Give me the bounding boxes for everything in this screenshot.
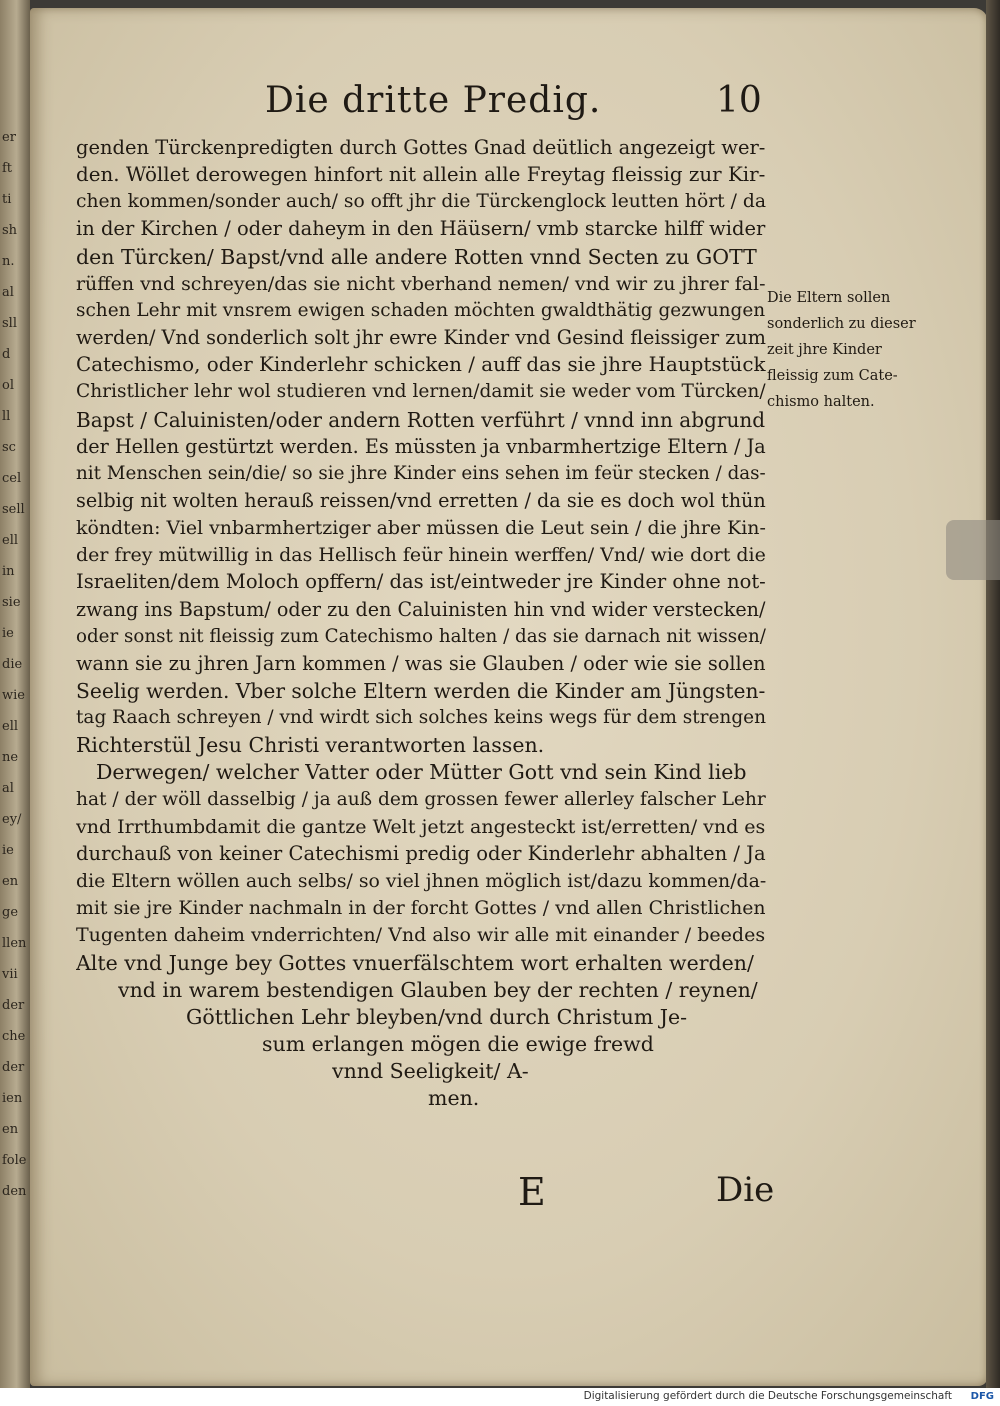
text-line: Tugenten daheim vnderrichten/ Vnd also wir alle mit einander / beedes bbox=[76, 924, 766, 947]
text-line: vnd in warem bestendigen Glauben bey der rechten / reynen/ bbox=[118, 977, 758, 1002]
text-line: chen kommen/sonder auch/ so offt jhr die Türckenglock leutten hört / da bbox=[76, 191, 766, 213]
text-line: nit Menschen sein/die/ so sie jhre Kinder eins sehen im feür stecken / das- bbox=[76, 462, 766, 484]
gutter-fragment: ft bbox=[2, 161, 13, 176]
margin-note-line: zeit jhre Kinder bbox=[767, 342, 882, 358]
text-line: den Türcken/ Bapst/vnd alle andere Rotten vnnd Secten zu GOTT bbox=[76, 244, 757, 269]
text-line: hat / der wöll dasselbig / ja auß dem grossen fewer allerley falscher Lehr bbox=[76, 788, 766, 810]
gutter-fragment: d bbox=[2, 347, 11, 362]
text-line: schen Lehr mit vnsrem ewigen schaden möchten gwaldthätig gezwungen bbox=[76, 299, 766, 321]
book-clip bbox=[946, 520, 1000, 580]
text-line: Derwegen/ welcher Vatter oder Mütter Gott vnd sein Kind lieb bbox=[96, 760, 747, 785]
gutter-fragment: ll bbox=[2, 409, 11, 424]
gutter-fragment: den bbox=[2, 1184, 27, 1199]
gutter-fragment: ey/ bbox=[2, 812, 22, 827]
page-number: 10 bbox=[716, 80, 762, 121]
gutter-fragment: cel bbox=[2, 471, 22, 486]
gutter-fragment: ien bbox=[2, 1091, 23, 1106]
gutter-fragment: ie bbox=[2, 626, 14, 641]
margin-note-line: chismo halten. bbox=[767, 394, 875, 410]
gutter-fragment: sll bbox=[2, 316, 17, 331]
text-line: in der Kirchen / oder daheym in den Häüsern/ vmb starcke hilff wider bbox=[76, 217, 766, 241]
text-line: vnnd Seeligkeit/ A- bbox=[332, 1059, 529, 1084]
text-line: die Eltern wöllen auch selbs/ so viel jhnen möglich ist/dazu kommen/da- bbox=[76, 870, 766, 893]
text-line: durchauß von keiner Catechismi predig oder Kinderlehr abhalten / Ja bbox=[76, 841, 766, 865]
text-line: köndten: Viel vnbarmhertziger aber müssen die Leut sein / die jhre Kin- bbox=[76, 517, 766, 540]
footer-text: Digitalisierung gefördert durch die Deutsche Forschungsgemeinschaft bbox=[583, 1390, 952, 1402]
gutter-fragment: die bbox=[2, 657, 23, 672]
gutter-fragment: ge bbox=[2, 905, 19, 920]
footer-bar bbox=[0, 1388, 1000, 1406]
page-edge bbox=[986, 0, 1000, 1388]
text-line: Seelig werden. Vber solche Eltern werden die Kinder am Jüngsten- bbox=[76, 679, 766, 703]
text-line: zwang ins Bapstum/ oder zu den Caluinisten hin vnd wider verstecken/ bbox=[76, 597, 766, 621]
text-line: Catechismo, oder Kinderlehr schicken / auff das sie jhre Hauptstück bbox=[76, 353, 766, 377]
gutter-fragment: der bbox=[2, 998, 25, 1013]
text-line: Alte vnd Junge bey Gottes vnuerfälschtem wort erhalten werden/ bbox=[76, 950, 754, 975]
gutter-fragment: er bbox=[2, 130, 16, 145]
gutter-fragment: ol bbox=[2, 378, 14, 393]
gutter-fragment: al bbox=[2, 285, 14, 300]
gutter-fragment: sie bbox=[2, 595, 21, 610]
text-line: Richterstül Jesu Christi verantworten lassen. bbox=[76, 733, 545, 758]
margin-note-line: Die Eltern sollen bbox=[767, 290, 891, 306]
gutter-fragment: sh bbox=[2, 223, 18, 238]
text-line: rüffen vnd schreyen/das sie nicht vberhand nemen/ vnd wir zu jhrer fal- bbox=[76, 272, 766, 295]
text-line: Israeliten/dem Moloch opffern/ das ist/eintweder jre Kinder ohne not- bbox=[76, 570, 766, 594]
text-line: wann sie zu jhren Jarn kommen / was sie Glauben / oder wie sie sollen bbox=[76, 651, 766, 675]
running-head: Die dritte Predig. bbox=[265, 80, 602, 121]
gutter-fragment: ell bbox=[2, 719, 19, 734]
gutter-fragment: vii bbox=[2, 967, 18, 982]
gutter-fragment: in bbox=[2, 564, 15, 579]
gutter-fragment: der bbox=[2, 1060, 25, 1075]
text-line: selbig nit wolten herauß reissen/vnd erretten / da sie es doch wol thün bbox=[76, 488, 766, 512]
gutter-fragment: ne bbox=[2, 750, 19, 765]
gutter-fragment: ell bbox=[2, 533, 19, 548]
dfg-logo: DFG bbox=[970, 1391, 994, 1402]
text-line: tag Raach schreyen / vnd wirdt sich solches keins wegs für dem strengen bbox=[76, 707, 766, 729]
gutter-fragment: sc bbox=[2, 440, 16, 455]
text-line: der frey mütwillig in das Hellisch feür hinein werffen/ Vnd/ wie dort die bbox=[76, 544, 766, 567]
text-line: Christlicher lehr wol studieren vnd lernen/damit sie weder vom Türcken/ bbox=[76, 381, 766, 403]
gutter-fragment: ti bbox=[2, 192, 12, 207]
margin-note-line: sonderlich zu dieser bbox=[767, 316, 916, 332]
gutter-fragment: en bbox=[2, 874, 19, 889]
text-line: Bapst / Caluinisten/oder andern Rotten verführt / vnnd inn abgrund bbox=[76, 407, 766, 432]
signature-mark: E bbox=[518, 1170, 546, 1214]
gutter-fragment: ie bbox=[2, 843, 14, 858]
text-line: sum erlangen mögen die ewige frewd bbox=[262, 1031, 654, 1056]
left-gutter-page bbox=[0, 0, 30, 1388]
text-line: werden/ Vnd sonderlich solt jhr ewre Kinder vnd Gesind fleissiger zum bbox=[76, 326, 766, 350]
text-line: der Hellen gestürtzt werden. Es müssten ja vnbarmhertzige Eltern / Ja bbox=[76, 434, 766, 458]
text-line: oder sonst nit fleissig zum Catechismo halten / das sie darnach nit wissen/ bbox=[76, 625, 766, 647]
margin-note-line: fleissig zum Cate- bbox=[767, 368, 898, 384]
gutter-fragment: wie bbox=[2, 688, 25, 703]
gutter-fragment: al bbox=[2, 781, 14, 796]
text-line: Göttlichen Lehr bleyben/vnd durch Christum Je- bbox=[186, 1004, 688, 1029]
catchword: Die bbox=[716, 1170, 775, 1210]
text-line: genden Türckenpredigten durch Gottes Gnad deütlich angezeigt wer- bbox=[76, 136, 766, 159]
gutter-fragment: n. bbox=[2, 254, 15, 269]
gutter-fragment: fole bbox=[2, 1153, 27, 1168]
text-line: mit sie jre Kinder nachmaln in der forcht Gottes / vnd allen Christlichen bbox=[76, 897, 766, 920]
gutter-fragment: che bbox=[2, 1029, 26, 1044]
text-line: men. bbox=[428, 1086, 480, 1111]
gutter-fragment: llen bbox=[2, 936, 27, 951]
text-line: den. Wöllet derowegen hinfort nit allein alle Freytag fleissig zur Kir- bbox=[76, 163, 766, 187]
text-line: vnd Irrthumbdamit die gantze Welt jetzt angesteckt ist/erretten/ vnd es bbox=[76, 815, 766, 838]
gutter-fragment: en bbox=[2, 1122, 19, 1137]
gutter-fragment: sell bbox=[2, 502, 25, 517]
